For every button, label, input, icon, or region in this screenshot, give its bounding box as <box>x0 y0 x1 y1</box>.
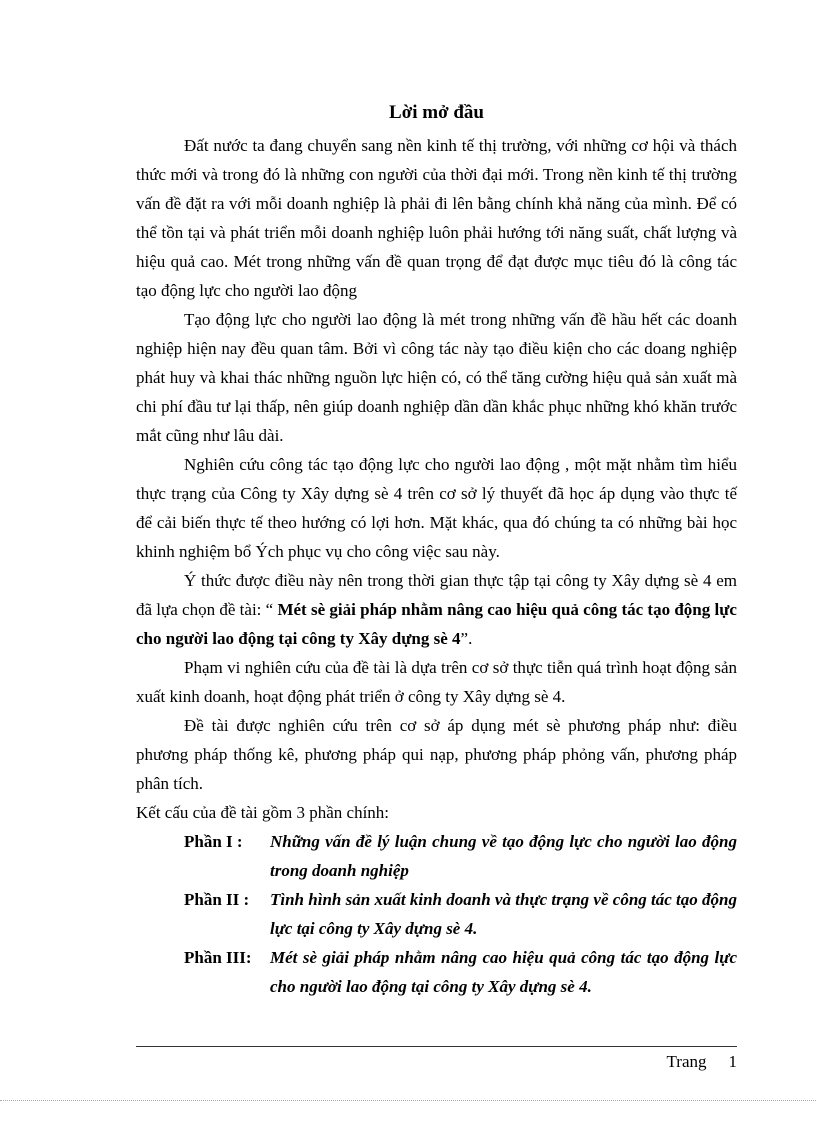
footer-divider <box>136 1046 737 1047</box>
list-item <box>184 827 737 885</box>
paragraph-4-closing: ”. <box>460 629 473 648</box>
list-item <box>184 885 737 943</box>
paragraph-4 <box>136 566 737 653</box>
paragraph-5: Phạm vi nghiên cứu của đề tài là dựa trên cơ sở thực tiễn quá trình hoạt động sản xuất kinh doanh, hoạt động phát triển ở công ty Xây dựng sè 4. <box>136 658 737 706</box>
part-2-title: Tình hình sản xuất kinh doanh và thực trạng về công tác tạo động lực tại công ty Xây dựng sè 4. <box>270 890 737 938</box>
structure-intro: Kết cấu của đề tài gồm 3 phần chính: <box>136 803 390 822</box>
part-3-title: Mét sè giải pháp nhằm nâng cao hiệu quả công tác tạo động lực cho người lao động tại công ty Xây dựng sè 4. <box>270 948 737 996</box>
page-boundary-marker <box>0 1100 816 1101</box>
page-footer <box>136 1046 737 1075</box>
footer-page-indicator <box>136 1049 737 1075</box>
list-item <box>184 943 737 1001</box>
paragraph-2: Tạo động lực cho người lao động là mét trong những vấn đề hầu hết các doanh nghiệp hiện nay đều quan tâm. Bởi vì công tác này tạo điều kiện cho các doang nghiệp phát huy và khai thác những nguồn lực hiện có, có thể tăng cường hiệu quả sản xuất mà chi phí đầu tư lại thấp, nên giúp doanh nghiệp dần dần khắc phục những khó khăn trước mắt cũng như lâu dài. <box>136 310 737 445</box>
part-1-label: Phần I : <box>184 832 243 851</box>
document-body <box>136 98 737 1001</box>
paragraph-6: Đề tài được nghiên cứu trên cơ sở áp dụng mét sè phương pháp như: điều phương pháp thống kê, phương pháp qui nạp, phương pháp phỏng vấn, phương pháp phân tích. <box>136 716 737 793</box>
parts-list <box>184 827 737 1001</box>
part-3-label: Phần III: <box>184 948 252 967</box>
thesis-topic-title: Mét sè giải pháp nhằm nâng cao hiệu quả công tác tạo động lực cho người lao động tại công ty Xây dựng sè 4 <box>136 600 737 648</box>
paragraph-1: Đất nước ta đang chuyển sang nền kinh tế thị trường, với những cơ hội và thách thức mới và trong đó là những con người của thời đại mới. Trong nền kinh tế thị trường vấn đề đặt ra với mỗi doanh nghiệp là phải đi lên bằng chính khả năng của mình. Để có thể tồn tại và phát triển mỗi doanh nghiệp luôn phải hướng tới năng suất, chất lượng và hiệu quả cao. Mét trong những vấn đề quan trọng để đạt được mục tiêu đó là công tác tạo động lực cho người lao động <box>136 136 737 300</box>
part-1-title: Những vấn đề lý luận chung về tạo động lực cho người lao động trong doanh nghiệp <box>270 832 737 880</box>
part-2-label: Phần II : <box>184 890 250 909</box>
paragraph-3: Nghiên cứu công tác tạo động lực cho người lao động , một mặt nhằm tìm hiểu thực trạng của Công ty Xây dựng sè 4 trên cơ sở lý thuyết đã học áp dụng vào thực tế để cải biến thực tế theo hướng có lợi hơn. Mặt khác, qua đó chúng ta có những bài học khinh nghiệm bổ Ých phục vụ cho công việc sau này. <box>136 455 737 561</box>
page-title: Lời mở đầu <box>389 102 484 123</box>
footer-page-label: Trang <box>666 1052 707 1071</box>
paragraph-4-intro: Ý thức được điều này nên trong thời gian thực tập tại công ty Xây dựng sè 4 em đã lựa chọn đề tài: “ <box>136 571 737 619</box>
footer-page-number: 1 <box>728 1052 737 1071</box>
